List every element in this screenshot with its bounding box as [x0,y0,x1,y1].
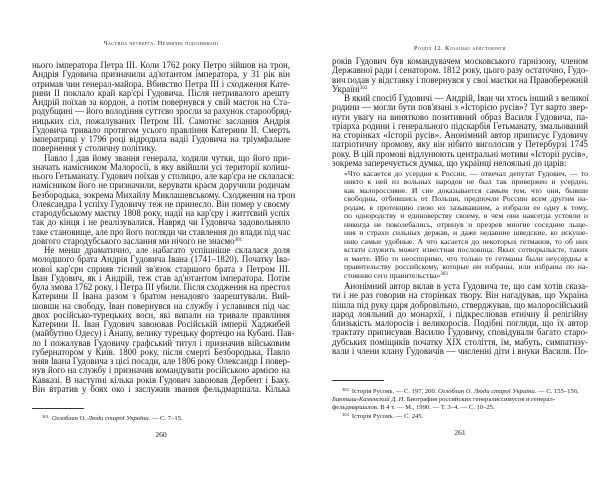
line-text: так до кінця і не реалізувалися. Навряд чи Гудовича задовольняло [32,217,290,228]
line-text: Анонімний автор вклав в уста Гудовича те, що сам хотів сказа- [344,281,588,291]
paragraph [332,57,588,94]
line-text: Катерини II Івана разом з братом ненадовго заарештували. Вий- [32,291,290,302]
footnote-text: Оглоблин О. Люди старої України. [438,388,537,395]
footnote-number: 303 [342,412,349,418]
line-text: стародубському маєтку 1808 року, надії на кар'єру і життєвий успіх [32,208,290,218]
line-text: как малороссияне. И сие доказывается самым тем, что они, бывши [344,185,588,195]
footnote-text: Оглоблин О. Люди старої України. [51,415,151,422]
line-text: довгого стародубського заслання ми нічого не знаємо [32,235,235,246]
line-text: Кавказі. В наступні кілька років Гудович завоював Дербент і Баку. [32,374,290,385]
line-text: вич подав у відставку і повернувся у свої маєтки на Правобережній [332,74,588,85]
text-line [344,272,588,281]
line-text: Україні [332,83,360,94]
footnote-rule [32,408,84,409]
paragraph [32,245,295,394]
line-text: Іван Гудович, як і Андрій, теж став ад'ютантом імператора. Потім [32,272,290,283]
line-text: Андрій поїхав за кордон, а потім повернувся у свій маєток на Ста- [32,97,290,107]
paragraph [332,94,588,168]
line-text: нув його на службу і призначив командувати російською армією на [32,365,290,376]
line-text: Державної ради і сенатором. 1812 року, цього разу остаточно, Гудо- [332,65,589,76]
footnote-number: 302 [342,387,349,392]
line-text: Гудовича тривало протягом усього правління Катерини II. Смерть [32,124,290,135]
line-text: років Гудович був командувачем московського гарнізону, членом [332,56,588,66]
line-text: ницьких сіл, пожалуваних Петром III. Самотнє заслання Андрія [32,115,290,126]
footnote-text: Історія Русовъ. — С. 197, 200. [351,388,439,395]
line-text: Він втратив у боях око і заслужив звання фельдмаршала. Кілька [32,383,290,394]
line-text: зняв Івана Гудовича з цієї посади, але 1806 року Олександр I повер- [32,356,290,366]
line-text: нього імператора Петра III. Коли 1762 року Петро зійшов на трон, [32,60,290,70]
line-text: ти і не раз говорив на сторінках твору. Він нагадував, що Україна [332,290,588,301]
line-text: Павло I дав йому звання генерала, ходили чутки, що його при- [44,152,290,163]
line-text: шовши на свободу, Іван повернувся на службу і уславився під час [32,300,290,311]
line-text: нути увагу на винятково позитивний образ Василя Гудовича, па- [332,111,588,122]
line-text: кстати служить может известная пословица: Якых сотворылысте, таких [344,245,588,254]
line-text: патріотичну промову, яку він нібито виголосив у Петербурзі 1745 [332,139,588,150]
footnote-rule [332,380,384,381]
paragraph [32,61,290,154]
paragraph [332,282,588,356]
line-text: на сторінках «Історії русів». Анонімний автор приписує Гудовичу [332,130,588,140]
line-text: імператриці у 1796 році відродила надії Гудовича на тріумфальне [32,134,290,144]
line-text: близькість малоросів і великоросів. Подібні погляди, що їх автор [332,318,588,328]
line-text: двох російсько-турецьких воєн, які випали на тривале правління [32,309,290,320]
line-text: Не менш драматично, але набагато успішніше склалася доля [44,245,290,255]
page-number: 261 [454,428,466,437]
line-text: народ лояльний до монархії, і підкреслював етнічну й релігійну [332,308,588,319]
line-text: була змова 1762 року, і Петра III убили. Після сходження на престол [32,282,291,292]
line-text: по однородству и единоверству своему, в чем они навсегда устояли и [344,211,588,220]
line-text: (майбутню Одесу) і Анапу, велику турецьку фортецю на Кубані. Пав- [32,328,295,339]
line-text: и маете. Ибо то неоспоримо, что только те гетманы были неусердны к [344,253,588,263]
text-line [332,76,588,85]
line-text: родубщині — його володіння суттєво зросли за рахунок старообряд- [32,106,292,117]
footnote-reference: 303 [440,271,448,277]
footnote [332,411,588,421]
block-quote [332,170,588,281]
line-text: вали і члени клану Гудовичів — численні діти і внуки Василя. По- [332,345,588,356]
footnote-text: — С. 155–156; [536,388,579,395]
line-text: намісником його не призначили, керувати краєм доручили родичам [32,180,290,191]
paragraph [32,152,296,247]
line-text: никто к ней из вольных народов не был так привержен и усерден, [344,177,588,186]
line-text: стоянию сего правительства» [344,270,441,280]
line-text: ло I пожалував Гудовичу графський титул і призначив військовим [32,337,290,348]
line-text: трактату приписував Василю Гудовичу, сповідували багато старо- [332,327,588,338]
line-text: родам, в протекцию свою их зазывавшим, а избрали ее одну к тому, [344,202,588,212]
footnote-reference: 301 [234,237,243,243]
line-text: таке становище, але про його погляди чи ставлення до влади під час [32,226,291,237]
line-text: Олександра I успіху Гудовичу теж не принесло. Він помер у своєму [32,198,290,209]
line-text: повернення у столичну політику. [32,143,157,154]
line-text: молодшого брата Андрія Гудовича Івана (1741–1820). Початку Іва- [32,254,290,265]
footnote-text: Історія Русовъ. — С. 245. [351,413,424,421]
line-text: пішла під руку царя добровільно, стверджував, що малоросійський [332,299,588,310]
footnote [32,413,290,423]
line-text: родини — могли бути пов'язані з «Історією русів»? Тут варто звер- [332,102,588,113]
main-text [332,57,588,356]
text-line [332,347,588,356]
line-text: никогда не поколебались, отринув и презрев многие соседние льще- [344,219,588,229]
left-page [32,0,296,481]
line-text: Безбородька, зокрема Михайлу Миклашевському. Сходження на трон [32,189,296,200]
line-text: нової кар'єри сприяв тісний зв'язок старшого брата з Петром III. [32,263,290,274]
paragraphs-after-quote [332,282,588,356]
line-text: нию самые удобные. А что касается до некоторых гетманов, то об них [344,236,588,246]
page-number: 260 [155,430,167,439]
line-text: Андрія Гудовича призначили ад'ютантом імператора, у 31 рік він [32,69,290,80]
line-text: дубських поміщиків початку XIX століття, їм, мабуть, симпатизу- [332,336,588,347]
line-text: зокрема заперечується думка, що українці нелояльні до царів: [332,157,567,168]
line-text: тріарха родини і генерального підскарбія Гетьманату, змальований [332,120,588,131]
line-text: В який спосіб Гудовичі — Андрій, Іван чи хтось інший з великої [344,93,590,103]
line-text: правительству российскому, которые ни избраны, или избраны по на- [344,262,588,271]
footnotes [332,386,588,421]
running-head: Розділ 12. Козацькі аристократи [413,45,507,52]
line-text: Катерини II. Іван Гудович завоював Російській імперії Хаджибей [32,319,290,329]
right-page [332,0,588,481]
footnote-text: Биография российских генералиссимусов и генерал-фельдмаршалов. В 4 т. — М., 1990. — Т. 3–4. — С. 10–25. [332,395,555,411]
line-text: нього Гетьманату. Гудович поїхав у столицю, але кар'єра не склалася: [32,171,295,181]
footnotes [32,413,290,423]
footnote-text: — С. 7–15. [150,415,183,422]
footnote-reference: 302 [359,85,368,91]
line-text: року. В цій промові відлунюють центральні мотиви «Історії русів», [332,148,588,159]
line-text: губернатором у Київ. 1800 року, після смерті Безбородька, Павло [32,346,290,357]
line-text: свободны, отбившись от Польши, предпочли Россию всем другим на- [344,194,588,203]
text-line [32,385,290,394]
paragraphs-before-quote [332,57,588,168]
line-text: отримав чин генерал-майора. Вбивство Петра III і сходження Кате- [32,78,290,89]
main-text [32,60,296,394]
line-text: значать намісником Малоросії, в яку ввійшли усі території колиш- [32,161,290,172]
footnote [332,386,588,411]
line-text: «Что касается до усердия к России, — отвечал депутат Гудович, — то [344,168,588,178]
line-text: ния и страхи сильных держав, и даже недавние шведские, ко искуше- [344,228,588,237]
line-text: рини II поклало край кар'єрі Гудовича. Після нетривалого арешту [32,87,290,98]
footnote-number: 301 [42,414,49,419]
footnote-text: Бантыш-Каменский Д. Н. [332,395,406,403]
text-line [332,159,588,168]
running-head: Частина четверта. Незвичні підозрювані [103,40,219,47]
